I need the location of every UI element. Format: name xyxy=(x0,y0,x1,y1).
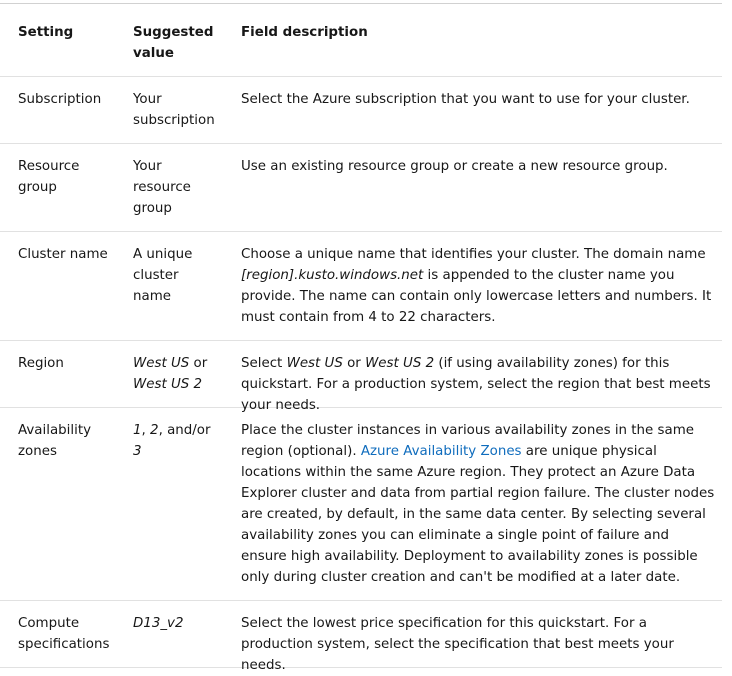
setting-cluster-name: Cluster name xyxy=(18,247,108,262)
description-cluster-name: Choose a unique name that identifies your cluster. The domain name [region].kusto.windows.net is appended to the cluster name you provide. The name can contain only lowercase letters and numbers. It must contain from 4 to 22 characters. xyxy=(241,247,712,325)
suggested-subscription: Your subscription xyxy=(133,92,215,128)
table-row xyxy=(0,408,722,601)
suggested-cluster-name: A unique cluster name xyxy=(133,247,193,304)
setting-resource-group: Resource group xyxy=(18,159,80,195)
header-field-description: Field description xyxy=(241,25,368,40)
description-resource-group: Use an existing resource group or create a new resource group. xyxy=(241,159,668,174)
suggested-region: West US or West US 2 xyxy=(133,356,208,392)
azure-availability-zones-link[interactable]: Azure Availability Zones xyxy=(360,444,522,459)
suggested-compute-specifications: D13_v2 xyxy=(133,616,184,631)
setting-subscription: Subscription xyxy=(18,92,102,107)
table-row xyxy=(0,341,722,413)
description-subscription: Select the Azure subscription that you want to use for your cluster. xyxy=(241,92,690,107)
suggested-resource-group: Your resource group xyxy=(133,159,191,216)
description-availability-zones: Place the cluster instances in various availability zones in the same region (optional). Azure Availability Zones are unique physical locations within the same Azure region. They protect an Azure Data Explorer cluster and data from partial region failure. The cluster nodes are created, by default, in the same data center. By selecting several availability zones you can eliminate a single point of failure and ensure high availability. Deployment to availability zones is possible only during cluster creation and can't be modified at a later date. xyxy=(241,423,715,585)
setting-compute-specifications: Compute specifications xyxy=(18,616,110,652)
setting-availability-zones: Availability zones xyxy=(18,423,91,459)
table-row xyxy=(0,144,722,232)
header-suggested-value: Suggested value xyxy=(133,25,214,61)
description-region: Select West US or West US 2 (if using availability zones) for this quickstart. For a production system, select the region that best meets your needs. xyxy=(241,356,711,413)
table-row xyxy=(0,77,722,144)
description-compute-specifications: Select the lowest price specification for this quickstart. For a production system, select the specification that best meets your needs. xyxy=(241,616,674,673)
header-setting: Setting xyxy=(18,25,74,40)
table-row xyxy=(0,232,722,341)
suggested-availability-zones: 1, 2, and/or 3 xyxy=(133,423,211,459)
table-header-row xyxy=(0,4,722,77)
setting-region: Region xyxy=(18,356,64,371)
table-row xyxy=(0,601,722,673)
domain-name-pattern: [region].kusto.windows.net xyxy=(241,268,424,283)
